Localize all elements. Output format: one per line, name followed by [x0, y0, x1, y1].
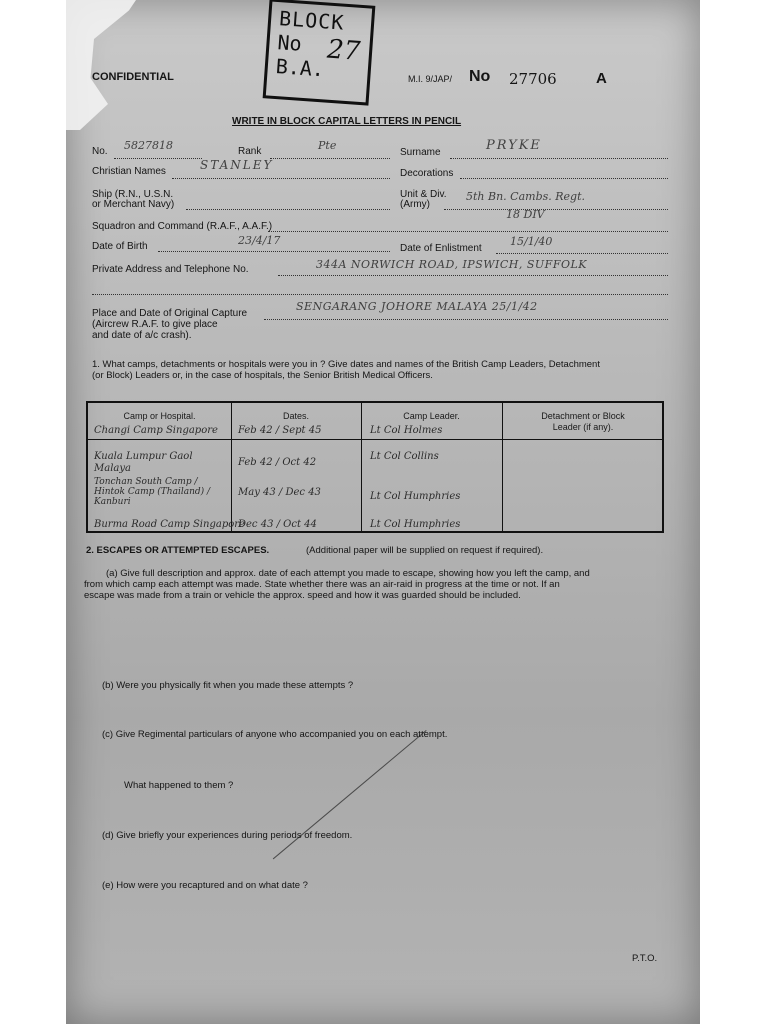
question-2a-line-2: from which camp each attempt was made. State whether there was an air-raid in progress at the time or not. If an	[84, 579, 560, 590]
unit-value: 5th Bn. Cambs. Regt.	[466, 190, 585, 203]
stamp-number: 27	[326, 34, 362, 67]
confidential-label: CONFIDENTIAL	[92, 71, 174, 83]
block-stamp	[263, 0, 376, 106]
form-number: 27706	[509, 70, 557, 88]
capture-label-3: and date of a/c crash).	[92, 330, 192, 341]
capture-label-1: Place and Date of Original Capture	[92, 308, 248, 319]
question-1-line-1: 1. What camps, detachments or hospitals were you in ? Give dates and names of the British Camp Leaders, Detachment	[92, 359, 600, 370]
table-row-3-leader: Lt Col Humphries	[370, 491, 461, 502]
stamp-line1: BLOCK	[278, 6, 346, 35]
christian-names-value: STANLEY	[200, 158, 274, 172]
question-2a-line-1: (a) Give full description and approx. date of each attempt you made to escape, showing how you left the camp, and	[106, 568, 590, 579]
address-value: 344A NORWICH ROAD, IPSWICH, SUFFOLK	[316, 258, 587, 271]
ship-label-1: Ship (R.N., U.S.N.	[92, 189, 174, 200]
address-label: Private Address and Telephone No.	[92, 264, 249, 275]
surname-value: PRYKE	[486, 138, 542, 153]
question-2a-line-3: escape was made from a train or vehicle the approx. speed and how it was guarded should be included.	[84, 590, 521, 601]
rank-label: Rank	[238, 146, 262, 157]
division-value: 18 DIV	[506, 208, 545, 221]
enlistment-label: Date of Enlistment	[400, 243, 482, 254]
enlistment-value: 15/1/40	[510, 235, 553, 248]
table-row-3-dates: May 43 / Dec 43	[238, 487, 321, 498]
question-2-note: (Additional paper will be supplied on request if required).	[306, 545, 544, 556]
date-of-birth-value: 23/4/17	[238, 234, 281, 247]
table-row-2-camp: Kuala Lumpur Gaol Malaya	[94, 451, 193, 474]
unit-label-2: (Army)	[400, 199, 430, 210]
table-row-1-camp: Changi Camp Singapore	[94, 425, 218, 436]
please-turn-over: P.T.O.	[632, 953, 658, 964]
date-of-birth-label: Date of Birth	[92, 241, 148, 252]
reference-code: M.I. 9/JAP/	[408, 74, 453, 84]
service-number-label: No.	[92, 146, 108, 157]
table-row-1-dates: Feb 42 / Sept 45	[238, 425, 322, 436]
question-2d: (d) Give briefly your experiences during periods of freedom.	[102, 830, 353, 841]
number-label: No	[469, 68, 491, 85]
stamp-line2: No	[276, 30, 303, 56]
column-header-leader: Camp Leader.	[403, 411, 460, 421]
unit-label-1: Unit & Div.	[400, 189, 447, 200]
capture-value: SENGARANG JOHORE MALAYA 25/1/42	[296, 300, 538, 313]
form-suffix: A	[596, 70, 607, 87]
service-number-value: 5827818	[124, 139, 173, 152]
table-row-4-dates: Dec 43 / Oct 44	[238, 519, 317, 530]
column-header-detachment-2: Leader (if any).	[552, 422, 614, 432]
torn-corner	[66, 0, 136, 130]
table-row-2-dates: Feb 42 / Oct 42	[238, 457, 317, 468]
pencil-instruction: WRITE IN BLOCK CAPITAL LETTERS IN PENCIL	[232, 116, 462, 127]
question-2b: (b) Were you physically fit when you made these attempts ?	[102, 680, 354, 691]
table-row-4-camp: Burma Road Camp Singapore	[94, 519, 245, 530]
table-row-1-leader: Lt Col Holmes	[370, 425, 443, 436]
surname-label: Surname	[400, 147, 441, 158]
decorations-label: Decorations	[400, 168, 454, 179]
question-2e: (e) How were you recaptured and on what date ?	[102, 880, 308, 891]
column-header-camp: Camp or Hospital.	[123, 411, 196, 421]
question-2c: (c) Give Regimental particulars of anyone who accompanied you on each attempt.	[102, 729, 448, 740]
question-2c-followup: What happened to them ?	[124, 780, 234, 791]
stamp-line3: B.A.	[275, 54, 325, 82]
table-row-4-leader: Lt Col Humphries	[370, 519, 461, 530]
form-sheet	[66, 0, 700, 1024]
table-row-2-leader: Lt Col Collins	[370, 451, 439, 462]
question-1-line-2: (or Block) Leaders or, in the case of hospitals, the Senior British Medical Officers.	[92, 370, 433, 381]
table-row-3-camp: Tonchan South Camp / Hintok Camp (Thailand) / Kanburi	[94, 477, 211, 507]
squadron-label: Squadron and Command (R.A.F., A.A.F.)	[92, 221, 273, 232]
capture-label-2: (Aircrew R.A.F. to give place	[92, 319, 218, 330]
column-header-detachment-1: Detachment or Block	[541, 411, 625, 421]
column-header-dates: Dates.	[282, 411, 309, 421]
christian-names-label: Christian Names	[92, 166, 166, 177]
rank-value: Pte	[318, 139, 337, 152]
ship-label-2: or Merchant Navy)	[92, 199, 175, 210]
question-2-title: 2. ESCAPES OR ATTEMPTED ESCAPES.	[86, 545, 270, 556]
camps-table	[86, 401, 664, 533]
